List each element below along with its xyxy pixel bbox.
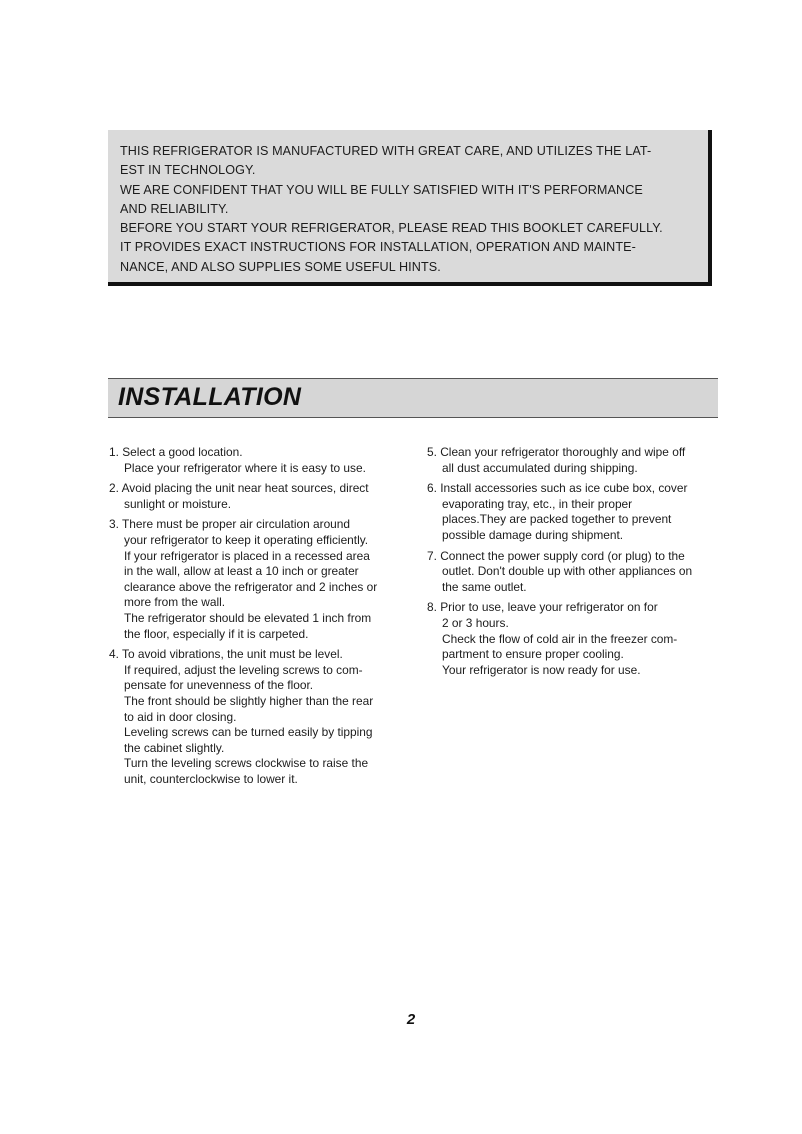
step-body-line: to aid in door closing. [124,709,237,724]
intro-line: IT PROVIDES EXACT INSTRUCTIONS FOR INSTALLATION, OPERATION AND MAINTE- [120,240,636,255]
intro-notice-box [108,130,712,286]
step-body-line: sunlight or moisture. [124,496,232,511]
step-body-line: unit, counterclockwise to lower it. [124,771,298,786]
section-header-bar [108,378,718,418]
step-heading-line: 2. Avoid placing the unit near heat sources, direct [109,481,369,496]
step-body-line: outlet. Don't double up with other appliances on [442,564,693,579]
step-body-line: in the wall, allow at least a 10 inch or greater [124,564,359,579]
instruction-step [427,445,727,476]
step-body-line: possible damage during shipment. [442,527,624,542]
intro-line: EST IN TECHNOLOGY. [120,163,256,178]
section-title: INSTALLATION [118,383,302,411]
instruction-step [427,549,727,596]
step-heading-line: 5. Clean your refrigerator thoroughly and wipe off [427,445,686,459]
step-heading-line: 7. Connect the power supply cord (or plug) to the [427,548,685,563]
step-body-line: more from the wall. [124,595,226,610]
instruction-step [109,647,409,787]
step-heading-line: 3. There must be proper air circulation around [109,517,351,532]
intro-line: BEFORE YOU START YOUR REFRIGERATOR, PLEASE READ THIS BOOKLET CAREFULLY. [120,221,663,236]
step-body-line: places.They are packed together to prevent [442,512,672,527]
instruction-step [109,481,409,512]
step-heading-line: 4. To avoid vibrations, the unit must be level. [109,647,343,662]
intro-line: AND RELIABILITY. [120,201,229,216]
step-heading-line: 1. Select a good location. [109,445,243,459]
step-body-line: pensate for unevenness of the floor. [124,678,314,693]
step-body-line: Place your refrigerator where it is easy to use. [124,460,366,475]
steps-left-column [109,445,409,792]
instruction-step [427,600,727,678]
intro-line: WE ARE CONFIDENT THAT YOU WILL BE FULLY SATISFIED WITH IT'S PERFORMANCE [120,182,643,197]
page-number: 2 [406,1011,416,1028]
step-body-line: Turn the leveling screws clockwise to raise the [124,756,369,771]
step-body-line: evaporating tray, etc., in their proper [442,496,633,511]
step-body-line: Check the flow of cold air in the freezer com- [442,631,678,646]
step-heading-line: 6. Install accessories such as ice cube box, cover [427,481,688,496]
step-body-line: clearance above the refrigerator and 2 inches or [124,579,378,594]
instruction-step [427,481,727,543]
step-body-line: 2 or 3 hours. [442,615,509,630]
step-body-line: the same outlet. [442,579,527,594]
intro-line: THIS REFRIGERATOR IS MANUFACTURED WITH GREAT CARE, AND UTILIZES THE LAT- [120,144,652,158]
instruction-step [109,445,409,476]
step-body-line: the floor, especially if it is carpeted. [124,626,309,641]
step-body-line: the cabinet slightly. [124,740,225,755]
step-body-line: If required, adjust the leveling screws to com- [124,662,363,677]
step-heading-line: 8. Prior to use, leave your refrigerator on for [427,600,658,615]
step-body-line: If your refrigerator is placed in a recessed area [124,548,370,563]
step-body-line: Leveling screws can be turned easily by tipping [124,725,373,740]
intro-line: NANCE, AND ALSO SUPPLIES SOME USEFUL HINTS. [120,259,441,274]
steps-right-column [427,445,727,683]
instruction-step [109,517,409,642]
step-body-line: The front should be slightly higher than the rear [124,693,374,708]
step-body-line: Your refrigerator is now ready for use. [442,662,641,677]
step-body-line: partment to ensure proper cooling. [442,647,624,662]
step-body-line: The refrigerator should be elevated 1 inch from [124,610,372,625]
step-body-line: all dust accumulated during shipping. [442,460,638,475]
step-body-line: your refrigerator to keep it operating efficiently. [124,532,369,547]
